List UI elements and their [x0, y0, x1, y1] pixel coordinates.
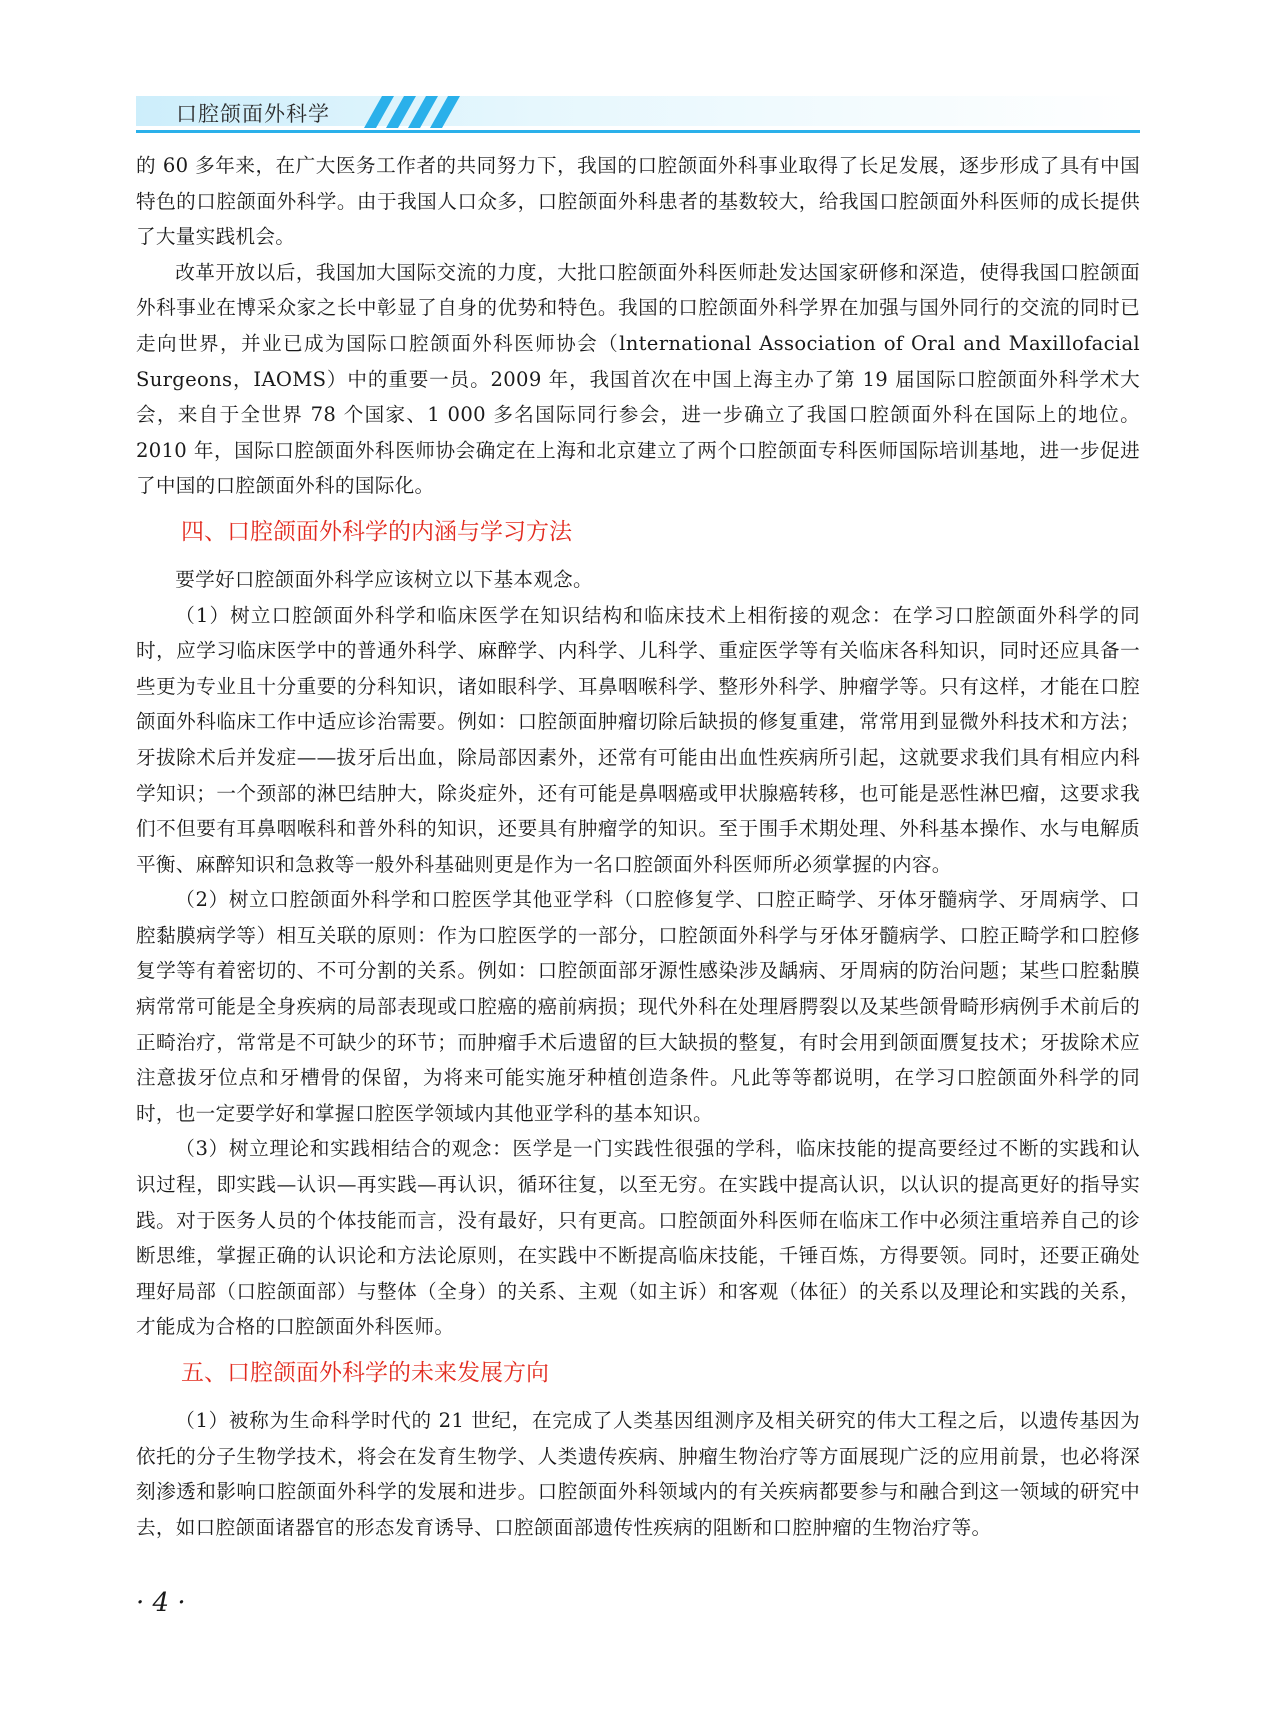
paragraph: 的 60 多年来，在广大医务工作者的共同努力下，我国的口腔颌面外科事业取得了长足发展，逐步形成了具有中国特色的口腔颌面外科学。由于我国人口众多，口腔颌面外科患者的基数较大，给我国口腔颌面外科医师的成长提供了大量实践机会。	[136, 154, 1140, 249]
header-rule	[136, 130, 1140, 133]
paragraph: （2）树立口腔颌面外科学和口腔医学其他亚学科（口腔修复学、口腔正畸学、牙体牙髓病学、牙周病学、口腔黏膜病学等）相互关联的原则：作为口腔医学的一部分，口腔颌面外科学与牙体牙髓病学、口腔正畸学和口腔修复学等有着密切的、不可分割的关系。例如：口腔颌面部牙源性感染涉及龋病、牙周病的防治问题；某些口腔黏膜病常常可能是全身疾病的局部表现或口腔癌的癌前病损；现代外科在处理唇腭裂以及某些颌骨畸形病例手术前后的正畸治疗，常常是不可缺少的环节；而肿瘤手术后遗留的巨大缺损的整复，有时会用到颌面赝复技术；牙拔除术应注意拔牙位点和牙槽骨的保留，为将来可能实施牙种植创造条件。凡此等等都说明，在学习口腔颌面外科学的同时，也一定要学好和掌握口腔医学领域内其他亚学科的基本知识。	[136, 888, 1140, 1125]
header-title: 口腔颌面外科学	[176, 102, 330, 126]
section-heading: 五、口腔颌面外科学的未来发展方向	[181, 1360, 549, 1386]
paragraph: （1）被称为生命科学时代的 21 世纪，在完成了人类基因组测序及相关研究的伟大工程之后，以遗传基因为依托的分子生物学技术，将会在发育生物学、人类遗传疾病、肿瘤生物治疗等方面展现广泛的应用前景，也必将深刻渗透和影响口腔颌面外科学的发展和进步。口腔颌面外科领域内的有关疾病都要参与和融合到这一领域的研究中去，如口腔颌面诸器官的形态发育诱导、口腔颌面部遗传性疾病的阻断和口腔肿瘤的生物治疗等。	[136, 1409, 1140, 1539]
paragraph: （1）树立口腔颌面外科学和临床医学在知识结构和临床技术上相衔接的观念：在学习口腔颌面外科学的同时，应学习临床医学中的普通外科学、麻醉学、内科学、儿科学、重症医学等有关临床各科知识，同时还应具备一些更为专业且十分重要的分科知识，诸如眼科学、耳鼻咽喉科学、整形外科学、肿瘤学等。只有这样，才能在口腔颌面外科临床工作中适应诊治需要。例如：口腔颌面肿瘤切除后缺损的修复重建，常常用到显微外科技术和方法；牙拔除术后并发症——拔牙后出血，除局部因素外，还常有可能由出血性疾病所引起，这就要求我们具有相应内科学知识；一个颈部的淋巴结肿大，除炎症外，还有可能是鼻咽癌或甲状腺癌转移，也可能是恶性淋巴瘤，这要求我们不但要有耳鼻咽喉科和普外科的知识，还要具有肿瘤学的知识。至于围手术期处理、外科基本操作、水与电解质平衡、麻醉知识和急救等一般外科基础则更是作为一名口腔颌面外科医师所必须掌握的内容。	[136, 603, 1140, 876]
page-body	[136, 148, 1140, 1545]
running-header	[136, 92, 1140, 132]
section-heading: 四、口腔颌面外科学的内涵与学习方法	[181, 518, 572, 545]
page-number: · 4 ·	[136, 1588, 186, 1618]
paragraph: 改革开放以后，我国加大国际交流的力度，大批口腔颌面外科医师赴发达国家研修和深造，使得我国口腔颌面外科事业在博采众家之长中彰显了自身的优势和特色。我国的口腔颌面外科学界在加强与国外同行的交流的同时已走向世界，并业已成为国际口腔颌面外科医师协会（lnternational Association of Oral and Maxillofacial Surgeons，IAOMS）中的重要一员。2009 年，我国首次在中国上海主办了第 19 届国际口腔颌面外科学术大会，来自于全世界 78 个国家、1 000 多名国际同行参会，进一步确立了我国口腔颌面外科在国际上的地位。2010 年，国际口腔颌面外科医师协会确定在上海和北京建立了两个口腔颌面专科医师国际培训基地，进一步促进了中国的口腔颌面外科的国际化。	[136, 260, 1140, 498]
header-stripes-decoration	[346, 94, 556, 130]
paragraph: 要学好口腔颌面外科学应该树立以下基本观念。	[175, 567, 593, 591]
paragraph: （3）树立理论和实践相结合的观念：医学是一门实践性很强的学科，临床技能的提高要经过不断的实践和认识过程，即实践—认识—再实践—再认识，循环往复，以至无穷。在实践中提高认识，以认识的提高更好的指导实践。对于医务人员的个体技能而言，没有最好，只有更高。口腔颌面外科医师在临床工作中必须注重培养自己的诊断思维，掌握正确的认识论和方法论原则，在实践中不断提高临床技能，千锤百炼，方得要领。同时，还要正确处理好局部（口腔颌面部）与整体（全身）的关系、主观（如主诉）和客观（体征）的关系以及理论和实践的关系，才能成为合格的口腔颌面外科医师。	[136, 1137, 1140, 1339]
